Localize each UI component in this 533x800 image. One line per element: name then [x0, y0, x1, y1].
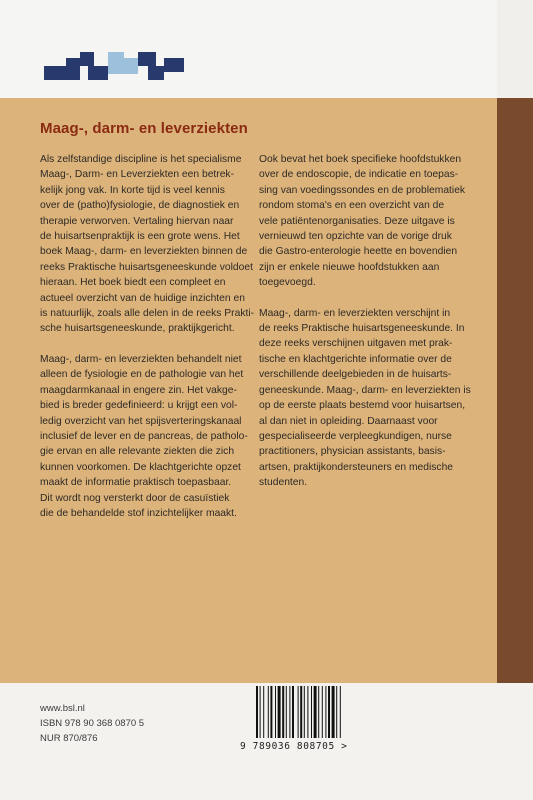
text-line: Maag-, darm- en leverziekten verschijnt in: [259, 307, 451, 319]
right-column: [259, 152, 474, 506]
barcode-bar: [332, 686, 335, 738]
text-line: vele patiëntenorganisaties. Deze uitgave is: [259, 215, 455, 227]
barcode-bar: [328, 686, 330, 738]
text-line: sing van voedingssondes en de problematiek: [259, 184, 466, 196]
text-line: maagdarmkanaal in engere zin. Het vakge-: [40, 384, 237, 396]
text-line: Ook bevat het boek specifieke hoofdstukken: [259, 154, 462, 165]
barcode-bar: [282, 686, 284, 738]
text-line: Maag-, Darm- en Leverziekten een betrek-: [40, 169, 235, 181]
barcode-bar: [275, 686, 276, 738]
text-line: practitioners, physician assistants, basis-: [259, 446, 446, 458]
text-line: de huisartsenpraktijk is een grote wens. Het: [40, 231, 240, 243]
text-line: kunnen voorkomen. De klachtgerichte opzet: [40, 461, 241, 473]
right-paragraph-1: [259, 152, 474, 291]
left-paragraph-2: [40, 352, 248, 521]
barcode-bar: [336, 686, 337, 738]
text-line: verschillende deelgebieden in de huisarts-: [259, 369, 452, 381]
text-line: actueel overzicht van de huidige inzichten en: [40, 292, 245, 304]
text-line: Als zelfstandige discipline is het specialisme: [40, 154, 242, 165]
barcode-bar: [311, 686, 312, 738]
text-line: deze reeks verschijnen uitgaven met prak-: [259, 338, 453, 350]
text-line: alleen de fysiologie en de pathologie van het: [40, 369, 244, 381]
barcode-bar: [318, 686, 319, 738]
barcode-bar: [325, 686, 326, 738]
text-line: hieraan. Het boek biedt een compleet en: [40, 277, 226, 289]
barcode-bar: [322, 686, 323, 738]
text-line: is natuurlijk, zoals alle delen in de reeks Prakti-: [40, 308, 255, 320]
right-paragraph-2: [259, 306, 474, 491]
website-text: www.bsl.nl: [40, 703, 85, 714]
text-line: zijn er enkele nieuwe hoofdstukken aan: [259, 261, 440, 273]
isbn-text: ISBN 978 90 368 0870 5: [40, 717, 145, 729]
barcode-bar: [300, 686, 302, 738]
text-line: toegevoegd.: [259, 277, 316, 289]
text-line: therapie verworven. Vertaling hiervan naar: [40, 215, 234, 227]
left-column: [40, 152, 255, 536]
barcode-bar: [289, 686, 290, 738]
text-line: vernieuwd ten opzichte van de vorige druk: [259, 231, 452, 243]
text-line: sche huisartsgeneeskunde, praktijkgericht.: [40, 323, 235, 335]
barcode-bar: [256, 686, 258, 738]
text-line: al dan niet in opleiding. Daarnaast voor: [259, 415, 438, 427]
text-line: inclusief de lever en de pancreas, de patholo-: [40, 430, 248, 442]
barcode-bar: [263, 686, 264, 738]
barcode-bar: [270, 686, 272, 738]
book-title: Maag-, darm- en leverziekten: [40, 120, 248, 137]
text-line: kelijk jong vak. In korte tijd is veel kennis: [40, 184, 225, 196]
text-line: ledig overzicht van het spijsverteringskanaal: [40, 415, 242, 427]
text-line: geneeskunde. Maag-, darm- en leverziekten is: [259, 384, 471, 396]
text-line: Maag-, darm- en leverziekten behandelt niet: [40, 353, 242, 365]
text-line: die de behandelde stof inzichtelijker maakt.: [40, 507, 237, 519]
barcode-bar: [304, 686, 305, 738]
right-strip-top: [497, 0, 533, 98]
barcode-bar: [298, 686, 299, 738]
publisher-info: [40, 702, 144, 746]
text-line: over de (patho)fysiologie, de diagnostiek en: [40, 200, 240, 212]
text-line: die Gastro-enterologie heette en bovendien: [259, 246, 458, 258]
barcode-bar: [286, 686, 287, 738]
barcode-bar: [292, 686, 294, 738]
barcode-bar: [340, 686, 341, 738]
nur-text: NUR 870/876: [40, 732, 98, 744]
barcode-bar: [268, 686, 269, 738]
text-line: bied is breder gedefinieerd: u krijgt een vol-: [40, 400, 238, 412]
text-line: artsen, praktijkondersteuners en medische: [259, 461, 454, 473]
barcode-bar: [260, 686, 261, 738]
text-line: over de endoscopie, de indicatie en toepas-: [259, 169, 459, 181]
barcode-digits: 9 789036 808705 >: [240, 741, 348, 752]
barcode-bar: [307, 686, 308, 738]
text-line: op de eerste plaats bestemd voor huisartsen,: [259, 400, 466, 412]
barcode-bar: [278, 686, 281, 738]
text-line: maakt de informatie praktisch toepasbaar.: [40, 477, 232, 489]
text-line: boek Maag-, darm- en leverziekten binnen de: [40, 246, 248, 258]
left-paragraph-1: [40, 152, 255, 337]
text-line: studenten.: [259, 477, 308, 489]
spine-strip: [497, 98, 533, 683]
publisher-logo-icon: [44, 48, 184, 84]
barcode: [256, 686, 368, 738]
text-line: gespecialiseerde verpleegkundigen, nurse: [259, 430, 452, 442]
text-line: rondom stoma's en een overzicht van de: [259, 200, 445, 212]
text-line: reeks Praktische huisartsgeneeskunde voldoet: [40, 261, 253, 273]
text-line: de reeks Praktische huisartsgeneeskunde. In: [259, 323, 465, 335]
text-line: gie ervan en alle relevante ziekten die zich: [40, 446, 235, 458]
text-line: tische en klachtgerichte informatie over de: [259, 353, 452, 365]
text-line: Dit wordt nog versterkt door de casuïstiek: [40, 492, 230, 504]
barcode-bar: [314, 686, 317, 738]
